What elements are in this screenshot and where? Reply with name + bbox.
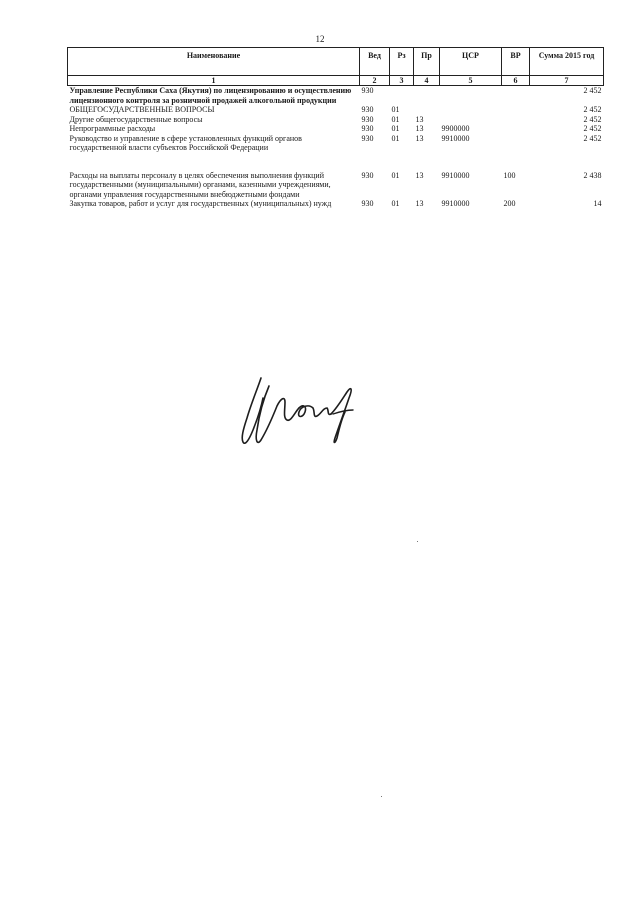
row-rz: 01 — [391, 105, 400, 114]
row-rz: 01 — [391, 133, 400, 143]
spacer-row — [68, 153, 604, 171]
column-number: 3 — [390, 76, 414, 86]
row-ved: 930 — [361, 114, 374, 124]
row-vr: 100 — [503, 170, 516, 180]
column-number: 2 — [360, 76, 390, 86]
row-csr: 9910000 — [441, 170, 470, 180]
row-rz — [390, 86, 414, 106]
row-ved: 930 — [361, 124, 374, 133]
row-vr: 200 — [503, 199, 516, 208]
header-name: Наименование — [68, 48, 360, 76]
row-vr — [502, 86, 530, 106]
row-ved: 930 — [361, 199, 374, 208]
row-ved: 930 — [361, 105, 374, 114]
row-csr — [440, 86, 502, 106]
header-row — [68, 48, 604, 76]
row-vr — [502, 115, 530, 125]
row-vr — [502, 134, 530, 153]
row-ved: 930 — [361, 170, 374, 180]
row-vr — [502, 105, 530, 115]
row-name: Руководство и управление в сфере установленных функций органов государственной власти субъектов Российской Федерации — [69, 133, 302, 152]
row-csr — [440, 105, 502, 115]
header-vr: ВР — [502, 48, 530, 76]
table-row — [68, 105, 604, 115]
row-ved: 930 — [361, 86, 374, 95]
row-csr — [440, 115, 502, 125]
row-sum: 2 438 — [583, 170, 602, 180]
row-ved: 930 — [361, 133, 374, 143]
row-sum: 14 — [593, 199, 602, 208]
column-number: 7 — [530, 76, 604, 86]
row-name: Расходы на выплаты персоналу в целях обеспечения выполнения функций государственными (муниципальными) органами, казенными учреждениями, органами управления государственными внебюджетными фондами — [69, 170, 331, 199]
row-pr — [414, 86, 440, 106]
row-pr: 13 — [415, 170, 424, 180]
header-pr: Пр — [414, 48, 440, 76]
row-name: Управление Республики Саха (Якутия) по лицензированию и осуществлению лицензионного контроля за розничной продажей алкогольной продукции — [69, 86, 352, 105]
row-pr: 13 — [415, 114, 424, 124]
row-pr — [414, 105, 440, 115]
row-csr: 9910000 — [441, 199, 470, 208]
scan-speck — [417, 541, 418, 542]
table-row — [68, 86, 604, 106]
row-sum: 2 452 — [583, 105, 602, 114]
table-row — [68, 124, 604, 134]
row-name: Непрограммные расходы — [69, 124, 156, 133]
header-csr: ЦСР — [440, 48, 502, 76]
table-row — [68, 134, 604, 153]
row-sum: 2 452 — [583, 86, 602, 95]
row-csr: 9910000 — [441, 133, 470, 143]
budget-table — [67, 47, 604, 209]
row-sum: 2 452 — [583, 114, 602, 124]
handwritten-signature — [233, 372, 363, 452]
row-rz: 01 — [391, 114, 400, 124]
row-rz: 01 — [391, 170, 400, 180]
row-name: Закупка товаров, работ и услуг для государственных (муниципальных) нужд — [69, 199, 332, 208]
row-name: ОБЩЕГОСУДАРСТВЕННЫЕ ВОПРОСЫ — [69, 105, 215, 114]
row-pr: 13 — [415, 199, 424, 208]
row-sum: 2 452 — [583, 133, 602, 143]
header-sum: Сумма 2015 год — [530, 48, 604, 76]
column-number: 4 — [414, 76, 440, 86]
row-name: Другие общегосударственные вопросы — [69, 114, 203, 124]
column-number-row — [68, 76, 604, 86]
page-number: 12 — [315, 34, 325, 44]
scan-speck — [381, 796, 382, 797]
table-row — [68, 115, 604, 125]
row-csr: 9900000 — [441, 124, 470, 133]
row-pr: 13 — [415, 124, 424, 133]
row-sum: 2 452 — [583, 124, 602, 133]
header-rz: Рз — [390, 48, 414, 76]
header-ved: Вед — [360, 48, 390, 76]
column-number: 6 — [502, 76, 530, 86]
column-number: 5 — [440, 76, 502, 86]
table-row — [68, 171, 604, 200]
column-number: 1 — [68, 76, 360, 86]
row-vr — [502, 124, 530, 134]
table-row — [68, 199, 604, 209]
row-rz: 01 — [391, 199, 400, 208]
row-rz: 01 — [391, 124, 400, 133]
row-pr: 13 — [415, 133, 424, 143]
